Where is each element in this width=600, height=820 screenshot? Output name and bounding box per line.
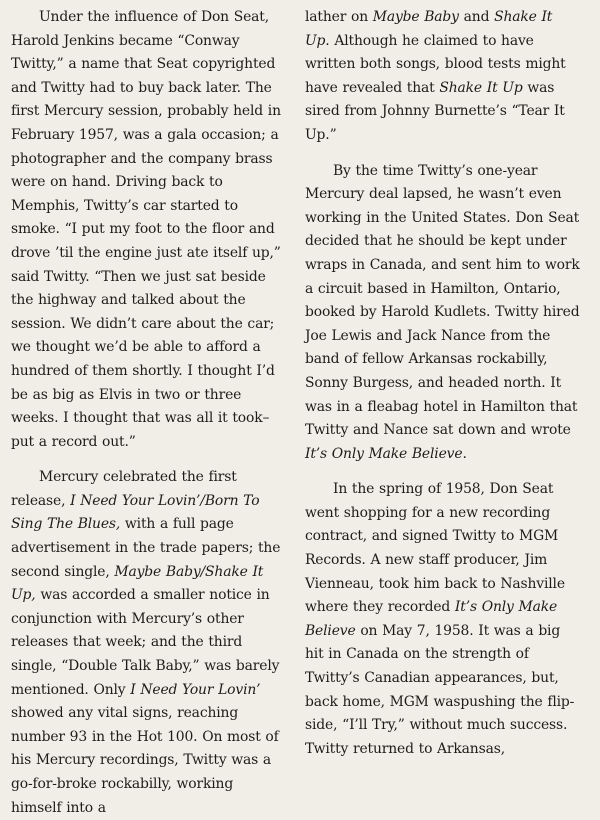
text-run: Although he claimed to have written both songs, blood tests might have revealed that [305, 32, 566, 96]
text-run: In the spring of 1958, Don Seat went shopping for a new recording contract, and signed Twitty to MGM Records. A new staff producer, Jim Vienneau, took him back to Nashville where they recorded [305, 481, 565, 616]
paragraph-mgm-records [305, 478, 581, 761]
text-run: lather on [305, 9, 373, 25]
paragraph-canada-years [305, 160, 581, 467]
text-run: Mercury celebrated the first release, [11, 469, 237, 509]
text-run: with a full page advertisement in the trade papers; the second single, [11, 516, 281, 580]
paragraph-conway-twitty-name [11, 6, 287, 454]
left-column [11, 6, 287, 816]
song-title: Maybe Baby/Shake It Up, [11, 563, 264, 604]
song-title: Shake It Up. [305, 9, 553, 49]
song-title: I Need Your Lovin’ [130, 681, 261, 698]
text-run: was sired from Johnny Burnette’s “Tear It Up.” [305, 79, 565, 143]
text-run: and [458, 9, 495, 25]
song-title: Maybe Baby [372, 9, 459, 25]
text-run: on May 7, 1958. It was a big hit in Canada on the strength of Twitty’s Canadian appearances, but, back home, MGM waspushing the flip-side, “I’ll Try,” without much success. Twitty returned to Arkansas, [305, 622, 575, 757]
song-title: I Need Your Lovin’/Born To Sing The Blues, [11, 492, 260, 533]
text-run: Under the influence of Don Seat, Harold Jenkins became “Conway Twitty,” a name that Seat copyrighted and Twitty had to buy back later. The first Mercury session, probably held in February 1957, was a gala occasion; a photographer and the company brass were on hand. Driving back to Memphis, Twitty’s car started to smoke. “I put my foot to the floor and drove ’til the engine just ate itself up,” said Twitty. “Then we just sat beside the highway and talked about the session. We didn’t care about the car; we thought we’d be able to afford a hundred of them shortly. I thought I’d be as big as Elvis in two or three weeks. I thought that was all it took–put a record out.” [11, 9, 281, 450]
song-title: It’s Only Make Believe [305, 599, 558, 639]
song-title: Shake It Up [439, 79, 523, 96]
paragraph-mercury-releases [11, 466, 287, 820]
text-run: showed any vital signs, reaching number 93 in the Hot 100. On most of his Mercury recordings, Twitty was a go-for-broke rockabilly, working himself into a [11, 705, 279, 816]
right-column [305, 6, 581, 757]
text-run: By the time Twitty’s one-year Mercury deal lapsed, he wasn’t even working in the United States. Don Seat decided that he should be kept under wraps in Canada, and sent him to work a circuit based in Hamilton, Ontario, booked by Harold Kudlets. Twitty hired Joe Lewis and Jack Nance from the band of fellow Arkansas rockabilly, Sonny Burgess, and headed north. It was in a fleabag hotel in Hamilton that Twitty and Nance sat down and wrote [305, 162, 580, 439]
text-run: . [462, 445, 467, 462]
text-run: was accorded a smaller notice in conjunction with Mercury’s other releases that week; and the third single, “Double Talk Baby,” was barely mentioned. Only [11, 587, 280, 698]
paragraph-continued-rockabilly [305, 6, 581, 148]
song-title: It’s Only Make Believe [305, 445, 463, 462]
